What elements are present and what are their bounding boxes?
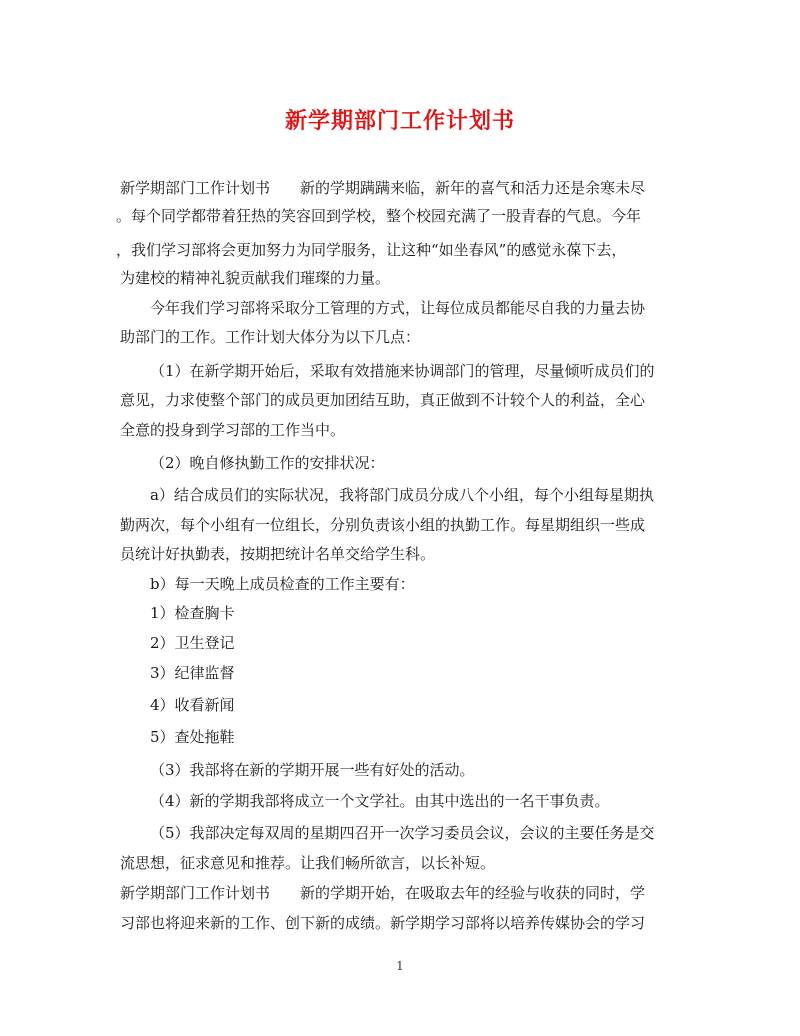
text-line: 助部门的工作。工作计划大体分为以下几点： xyxy=(120,328,421,346)
text-line: 。每个同学都带着狂热的笑容回到学校，整个校园充满了一股青春的气息。今年 xyxy=(116,207,642,225)
text-fragment: 新的学期蹒蹒来临，新年的喜气和活力还是余寒未尽 xyxy=(300,179,646,197)
section-heading: 新学期部门工作计划书 xyxy=(120,884,271,902)
text-line: 流思想，征求意见和推荐。让我们畅所欲言，以长补短。 xyxy=(120,854,496,872)
text-line: （2）晚自修执勤工作的安排状况： xyxy=(150,454,385,472)
text-line: 今年我们学习部将采取分工管理的方式，让每位成员都能尽自我的力量去协 xyxy=(150,299,646,317)
text-line: （3）我部将在新的学期开展一些有好处的活动。 xyxy=(150,761,475,779)
text-line: （4）新的学期我部将成立一个文学社。由其中选出的一名干事负责。 xyxy=(150,792,610,810)
text-line: 勤两次，每个小组有一位组长，分别负责该小组的执勤工作。每星期组织一些成 xyxy=(120,516,646,534)
text-line xyxy=(120,178,645,198)
list-item: 5）查处拖鞋 xyxy=(150,728,235,746)
text-line: 全意的投身到学习部的工作当中。 xyxy=(120,421,346,439)
text-line: 意见，力求使整个部门的成员更加团结互助，真正做到不计较个人的利益，全心 xyxy=(120,391,646,409)
list-item: 1）检查胸卡 xyxy=(150,604,235,622)
text-fragment: 新的学期开始，在吸取去年的经验与收获的同时，学 xyxy=(300,884,646,902)
list-item: 2）卫生登记 xyxy=(150,634,235,652)
text-line: 为建校的精神礼貌贡献我们璀璨的力量。 xyxy=(120,269,391,287)
text-line: a）结合成员们的实际状况，我将部门成员分成八个小组，每个小组每星期执 xyxy=(150,486,654,504)
text-line: （5）我部决定每双周的星期四召开一次学习委员会议，会议的主要任务是交 xyxy=(150,824,655,842)
text-line: （1）在新学期开始后，采取有效措施来协调部门的管理，尽量倾听成员们的 xyxy=(150,362,655,380)
list-item: 3）纪律监督 xyxy=(150,664,235,682)
list-item: 4）收看新闻 xyxy=(150,696,235,714)
text-line: ，我们学习部将会更加努力为同学服务，让这种“如坐春风”的感觉永葆下去， xyxy=(116,241,627,259)
text-line: 员统计好执勤表，按期把统计名单交给学生科。 xyxy=(120,545,436,563)
text-line: b）每一天晚上成员检查的工作主要有： xyxy=(150,575,415,593)
text-line: 习部也将迎来新的工作、创下新的成绩。新学期学习部将以培养传媒协会的学习 xyxy=(120,914,646,932)
text-line xyxy=(120,883,645,903)
section-heading: 新学期部门工作计划书 xyxy=(120,179,271,197)
document-title: 新学期部门工作计划书 xyxy=(284,108,515,134)
page-number: 1 xyxy=(396,959,404,973)
